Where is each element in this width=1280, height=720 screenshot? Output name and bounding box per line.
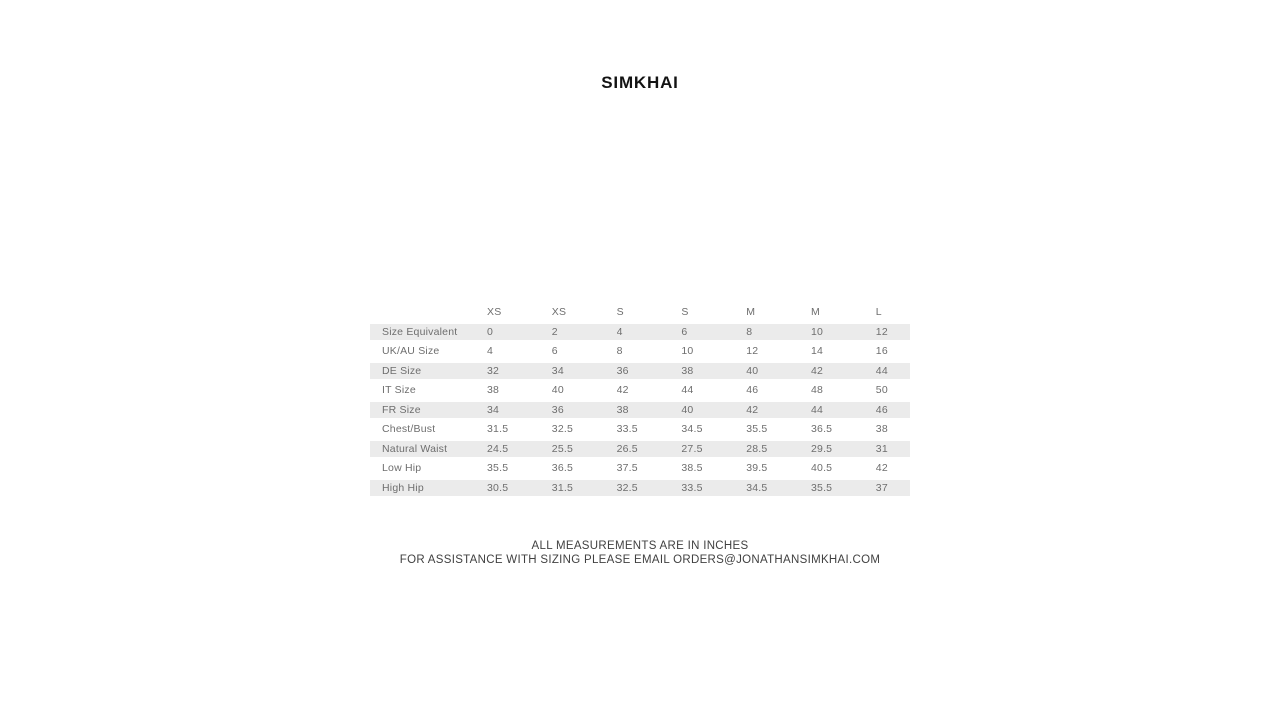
- cell: 34.5: [681, 423, 703, 436]
- table-row: [370, 420, 910, 440]
- cell: 16: [875, 345, 888, 358]
- cell: 38: [875, 423, 888, 436]
- cell: 14: [810, 345, 824, 358]
- cell: 30.5: [487, 481, 509, 494]
- table-row: [370, 381, 910, 401]
- cell: 38.5: [681, 462, 703, 475]
- row-label: Chest/Bust: [382, 423, 436, 436]
- footer-note: [0, 540, 1280, 567]
- table-row: [370, 478, 910, 498]
- cell: 48: [810, 384, 824, 397]
- cell: 0: [487, 325, 494, 338]
- cell: 46: [875, 403, 888, 416]
- cell: 36: [616, 364, 629, 377]
- cell: 34.5: [746, 481, 768, 494]
- cell: 40: [746, 364, 759, 377]
- cell: 12: [746, 345, 759, 358]
- cell: 26.5: [616, 442, 638, 455]
- cell: 12: [875, 325, 888, 338]
- column-header: L: [875, 306, 882, 318]
- cell: 42: [616, 384, 629, 397]
- cell: 6: [551, 345, 558, 358]
- row-label: UK/AU Size: [382, 345, 440, 358]
- cell: 38: [616, 403, 629, 416]
- cell: 38: [681, 364, 694, 377]
- row-label: Natural Waist: [382, 442, 448, 455]
- cell: 39.5: [746, 462, 768, 475]
- cell: 35.5: [746, 423, 768, 436]
- cell: 4: [487, 345, 494, 358]
- brand-logo: SIMKHAI: [601, 73, 679, 92]
- cell: 38: [487, 384, 500, 397]
- cell: 4: [616, 325, 623, 338]
- cell: 31.5: [487, 423, 509, 436]
- cell: 40.5: [810, 462, 833, 475]
- cell: 27.5: [681, 442, 703, 455]
- row-label: High Hip: [382, 481, 424, 494]
- cell: 32.5: [551, 423, 574, 436]
- row-label: Size Equivalent: [382, 325, 458, 338]
- cell: 24.5: [487, 442, 509, 455]
- cell: 37.5: [616, 462, 638, 475]
- column-header: M: [746, 306, 756, 318]
- cell: 8: [746, 325, 753, 338]
- cell: 34: [551, 364, 564, 377]
- cell: 33.5: [616, 423, 638, 436]
- cell: 46: [746, 384, 759, 397]
- table-row: [370, 459, 910, 479]
- cell: 33.5: [681, 481, 703, 494]
- table-row: [370, 342, 910, 362]
- cell: 35.5: [810, 481, 833, 494]
- cell: 8: [616, 345, 623, 358]
- cell: 35.5: [487, 462, 509, 475]
- cell: 50: [875, 384, 888, 397]
- cell: 36.5: [551, 462, 574, 475]
- cell: 42: [810, 364, 824, 377]
- table-row: [370, 361, 910, 381]
- table-row: [370, 439, 910, 459]
- column-header: M: [810, 306, 820, 318]
- row-label: Low Hip: [382, 462, 422, 475]
- cell: 36.5: [810, 423, 833, 436]
- row-label: FR Size: [382, 403, 421, 416]
- cell: 36: [551, 403, 564, 416]
- cell: 28.5: [746, 442, 768, 455]
- footer-line-measurements: ALL MEASUREMENTS ARE IN INCHES: [531, 540, 749, 552]
- cell: 2: [551, 325, 558, 338]
- cell: 31: [875, 442, 888, 455]
- cell: 37: [875, 481, 888, 494]
- cell: 44: [875, 364, 888, 377]
- cell: 31.5: [551, 481, 574, 494]
- cell: 44: [681, 384, 694, 397]
- column-header: S: [681, 306, 689, 318]
- cell: 32.5: [616, 481, 638, 494]
- cell: 25.5: [551, 442, 574, 455]
- cell: 32: [487, 364, 500, 377]
- cell: 10: [681, 345, 694, 358]
- cell: 42: [746, 403, 759, 416]
- cell: 34: [487, 403, 500, 416]
- column-header: XS: [551, 306, 567, 318]
- cell: 29.5: [810, 442, 833, 455]
- footer-line-assistance: FOR ASSISTANCE WITH SIZING PLEASE EMAIL ORDERS@JONATHANSIMKHAI.COM: [399, 553, 881, 566]
- cell: 10: [810, 325, 824, 338]
- table-row: [370, 322, 910, 342]
- column-header: XS: [487, 306, 502, 318]
- cell: 40: [681, 403, 694, 416]
- cell: 44: [810, 403, 824, 416]
- cell: 40: [551, 384, 564, 397]
- table-row: [370, 400, 910, 420]
- cell: 6: [681, 325, 688, 338]
- column-header: S: [616, 306, 624, 318]
- table-header-row: [370, 302, 910, 322]
- row-label: DE Size: [382, 364, 422, 377]
- cell: 42: [875, 462, 888, 475]
- row-label: IT Size: [382, 384, 416, 397]
- size-chart-table: [370, 302, 910, 498]
